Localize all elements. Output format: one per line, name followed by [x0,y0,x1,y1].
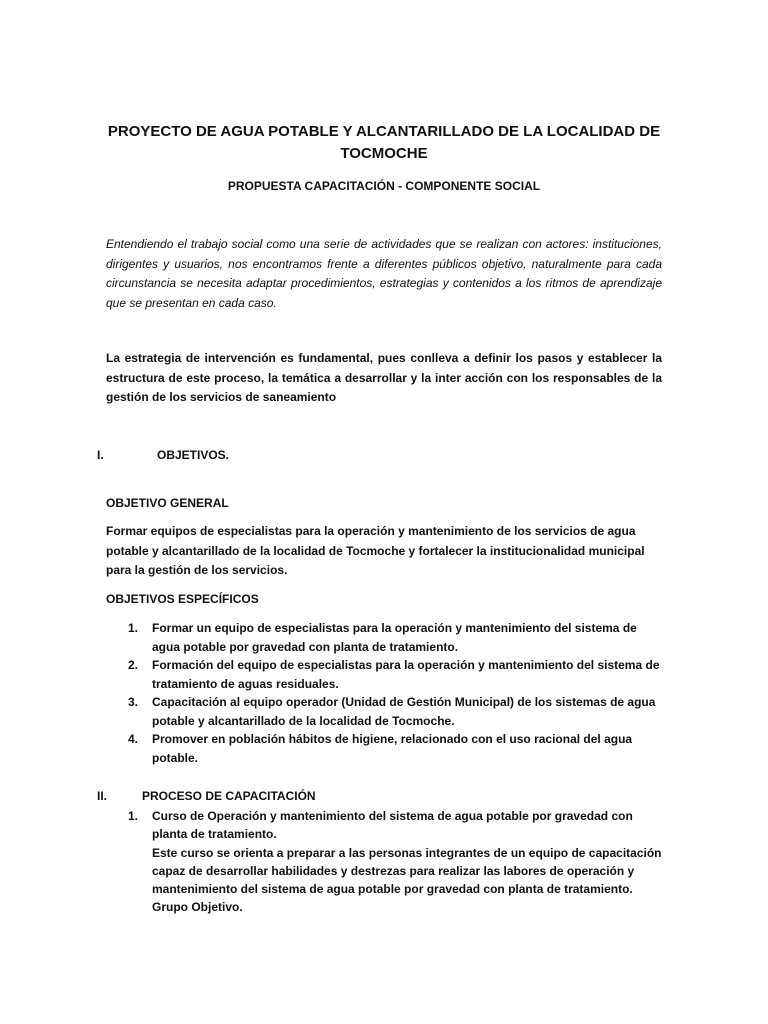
objetivo-general-text: Formar equipos de especialistas para la operación y mantenimiento de los servicios de agua potable y alcantarillado de la localidad de Tocmoche y fortalecer la institucionalidad municipal para la gestión de los servicios. [106,524,645,577]
section-heading: PROCESO DE CAPACITACIÓN [142,789,316,803]
objetivos-especificos-heading: OBJETIVOS ESPECÍFICOS [106,592,259,606]
list-item-number: 2. [128,658,139,672]
section-numeral: I. [97,448,104,462]
course-number: 1. [128,809,139,823]
strategy-paragraph: La estrategia de intervención es fundamental, pues conlleva a definir los pasos y establecer la estructura de este proceso, la temática a desarrollar y la inter acción con los responsables de la gestión de los servicios de saneamiento [106,351,662,404]
list-item [128,619,668,656]
list-item-number: 4. [128,732,139,746]
list-item-text: Capacitación al equipo operador (Unidad de Gestión Municipal) de los sistemas de agua potable y alcantarillado de la localidad de Tocmoche. [152,695,656,728]
list-item-number: 3. [128,695,139,709]
course-description: Este curso se orienta a preparar a las personas integrantes de un equipo de capacitación capaz de desarrollar habilidades y destrezas para realizar las labores de operación y mantenimiento del sistema de agua potable por gravedad con planta de tratamiento. [152,845,662,897]
document-subtitle: PROPUESTA CAPACITACIÓN - COMPONENTE SOCIAL [227,179,541,193]
section-heading: OBJETIVOS. [157,448,230,462]
list-item [128,730,668,767]
course-group-label: Grupo Objetivo. [152,900,243,915]
objetivo-general-heading: OBJETIVO GENERAL [106,496,229,510]
list-item [128,656,668,693]
list-item-number: 1. [128,621,139,635]
list-item-text: Formar un equipo de especialistas para la operación y mantenimiento del sistema de agua potable por gravedad con planta de tratamiento. [152,621,637,654]
course-item [128,807,668,917]
intro-paragraph: Entendiendo el trabajo social como una serie de actividades que se realizan con actores: instituciones, dirigentes y usuarios, nos encontramos frente a diferentes públicos objetivo, naturalmente para cada circunstancia se necesita adaptar procedimientos, estrategias y contenidos a los ritmos de aprendizaje que se presentan en cada caso. [106,237,662,310]
section-numeral: II. [97,789,108,803]
course-title: Curso de Operación y mantenimiento del sistema de agua potable por gravedad con planta de tratamiento. [152,809,633,842]
document-title: PROYECTO DE AGUA POTABLE Y ALCANTARILLADO DE LA LOCALIDAD DE TOCMOCHE [107,123,661,162]
list-item-text: Formación del equipo de especialistas para la operación y mantenimiento del sistema de tratamiento de aguas residuales. [152,658,660,691]
list-item [128,693,668,730]
objetivos-especificos-list [128,619,668,767]
list-item-text: Promover en población hábitos de higiene, relacionado con el uso racional del agua potable. [152,732,633,765]
